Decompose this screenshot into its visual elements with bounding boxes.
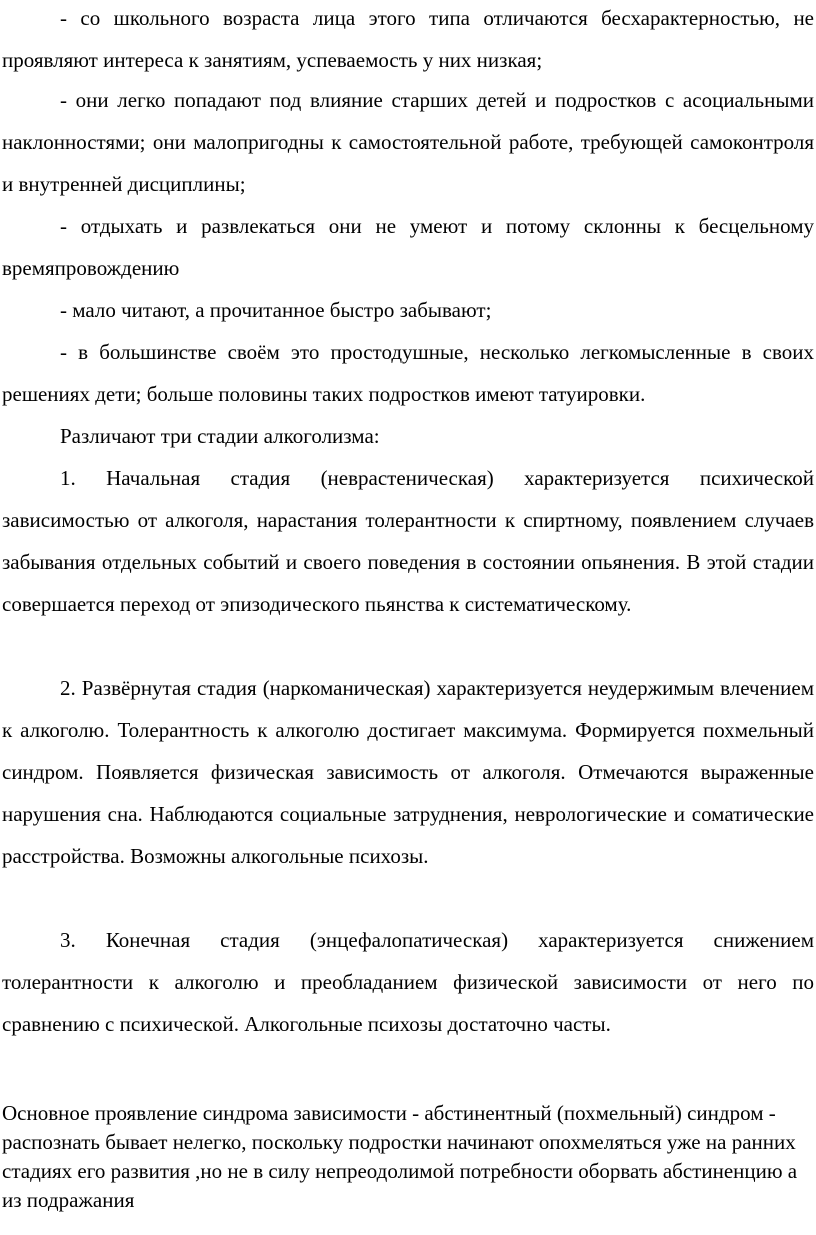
paragraph-bullet-1: - со школьного возраста лица этого типа отличаются бесхарактерностью, не проявляют интереса к занятиям, успеваемость у них низкая; [2,6,814,72]
paragraph-bullet-4: - мало читают, а прочитанное быстро забывают; [60,298,492,322]
paragraph-stage-3: 3. Конечная стадия (энцефалопатическая) характеризуется снижением толерантности к алкоголю и преобладанием физической зависимости от него по сравнению с психической. Алкогольные психозы достаточно часты. [2,928,814,1036]
paragraph-bullet-2: - они легко попадают под влияние старших детей и подростков с асоциальными наклонностями; они малопригодны к самостоятельной работе, требующей самоконтроля и внутренней дисциплины; [2,88,814,196]
paragraph-stages-intro: Различают три стадии алкоголизма: [60,424,380,448]
paragraph-bullet-3: - отдыхать и развлекаться они не умеют и потому склонны к бесцельному времяпровождению [2,214,814,280]
paragraph-stage-2: 2. Развёрнутая стадия (наркоманическая) характеризуется неудержимым влечением к алкоголю. Толерантность к алкоголю достигает максимума. Формируется похмельный синдром. Появляется физическая зависимость от алкоголя. Отмечаются выраженные нарушения сна. Наблюдаются социальные затруднения, неврологические и соматические расстройства. Возможны алкогольные психозы. [2,676,814,868]
paragraph-stage-1: 1. Начальная стадия (неврастеническая) характеризуется психической зависимостью от алкоголя, нарастания толерантности к спиртному, появлением случаев забывания отдельных событий и своего поведения в состоянии опьянения. В этой стадии совершается переход от эпизодического пьянства к систематическому. [2,466,814,616]
paragraph-bullet-5: - в большинстве своём это простодушные, несколько легкомысленные в своих решениях дети; больше половины таких подростков имеют татуировки. [2,340,814,406]
paragraph-withdrawal-syndrome: Основное проявление синдрома зависимости - абстинентный (похмельный) синдром - распознать бывает нелегко, поскольку подростки начинают опохмеляться уже на ранних стадиях его развития ,но не в силу непреодолимой потребности оборвать абстиненцию а из подражания [2,1101,798,1212]
